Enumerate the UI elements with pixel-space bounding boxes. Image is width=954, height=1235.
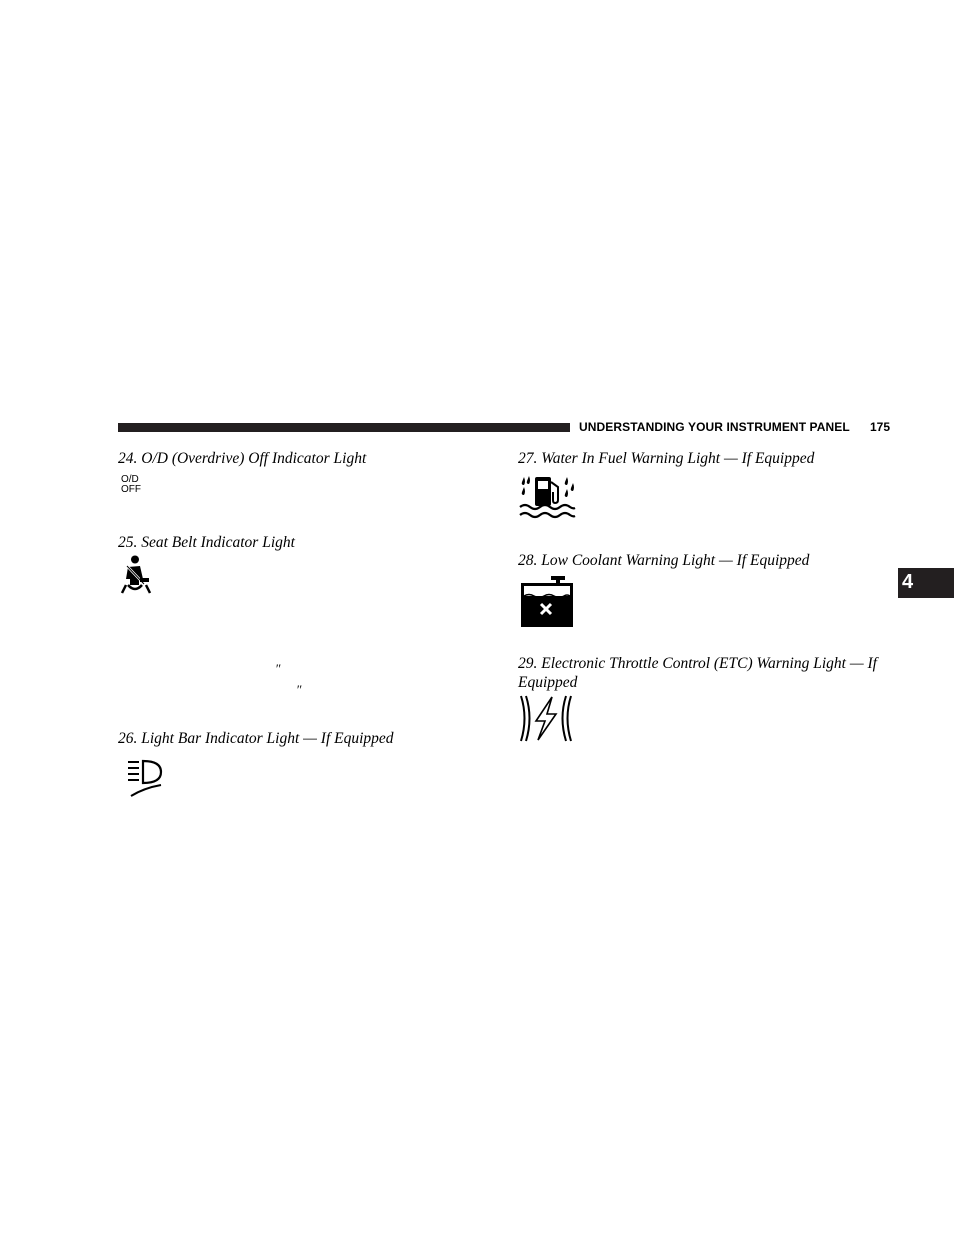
stray-mark: ″ xyxy=(275,661,281,676)
page-number: 175 xyxy=(870,420,891,434)
heading-light-bar: 26. Light Bar Indicator Light — If Equipped xyxy=(118,730,394,747)
od-off-icon-top: O/D xyxy=(121,474,139,485)
heading-water-in-fuel: 27. Water In Fuel Warning Light — If Equipped xyxy=(518,450,815,467)
header-rule xyxy=(118,423,570,432)
light-bar-icon xyxy=(126,758,166,798)
heading-low-coolant: 28. Low Coolant Warning Light — If Equipped xyxy=(518,552,810,569)
etc-warning-icon xyxy=(518,694,574,744)
chapter-number: 4 xyxy=(902,571,914,593)
heading-od-off: 24. O/D (Overdrive) Off Indicator Light xyxy=(118,450,367,467)
low-coolant-icon xyxy=(519,575,575,629)
od-off-icon xyxy=(120,473,146,495)
heading-etc-warning: 29. Electronic Throttle Control (ETC) Warning Light — If Equipped xyxy=(518,655,877,691)
water-in-fuel-icon xyxy=(518,474,576,520)
running-header: UNDERSTANDING YOUR INSTRUMENT PANEL xyxy=(579,420,850,434)
stray-mark: ″ xyxy=(296,682,302,697)
chapter-tab xyxy=(898,568,954,598)
seat-belt-icon xyxy=(118,555,154,597)
heading-seat-belt: 25. Seat Belt Indicator Light xyxy=(118,534,295,551)
od-off-icon-bottom: OFF xyxy=(121,484,141,495)
